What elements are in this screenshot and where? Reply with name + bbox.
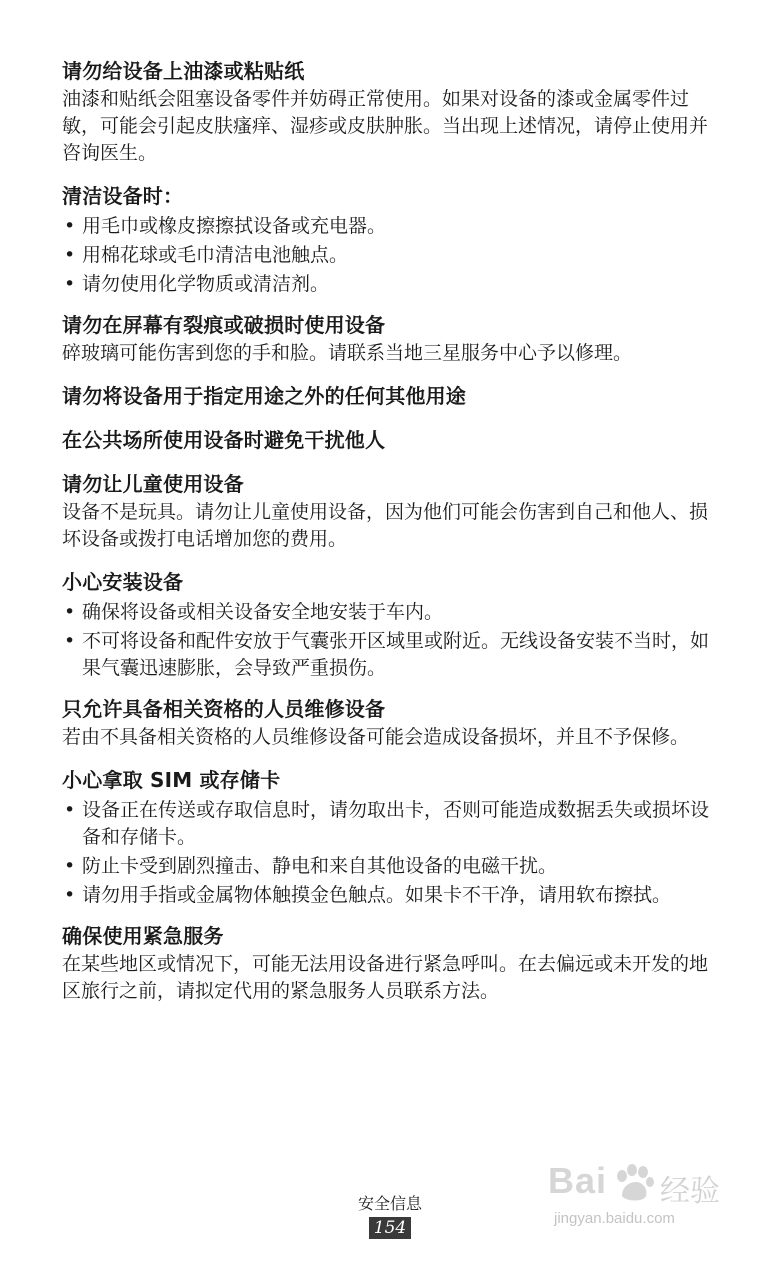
list-item: • 确保将设备或相关设备安全地安装于车内。	[62, 599, 722, 626]
section-sim-card	[62, 765, 722, 909]
watermark-jingyan-text: 经验	[660, 1174, 720, 1209]
section-body: 碎玻璃可能伤害到您的手和脸。请联系当地三星服务中心予以修理。	[62, 342, 633, 364]
section-cleaning	[62, 181, 722, 298]
list-item: • 不可将设备和配件安放于气囊张开区域里或附近。无线设备安装不当时，如果气囊迅速膨胀，会导致严重损伤。	[62, 628, 722, 682]
section-installation	[62, 567, 722, 682]
section-heading: 小心拿取 SIM 或存储卡	[62, 768, 281, 792]
section-heading: 请勿给设备上油漆或粘贴纸	[62, 59, 305, 83]
watermark-logo-text: Bai	[548, 1160, 608, 1201]
section-public-places	[62, 425, 722, 455]
section-intended-use	[62, 381, 722, 411]
section-paint-stickers	[62, 56, 722, 167]
bullet-list	[62, 213, 722, 298]
section-body: 若由不具备相关资格的人员维修设备可能会造成设备损坏，并且不予保修。	[62, 726, 690, 748]
bullet-list	[62, 797, 722, 909]
section-heading: 请勿让儿童使用设备	[62, 472, 244, 496]
list-item: • 请勿用手指或金属物体触摸金色触点。如果卡不干净，请用软布擦拭。	[62, 882, 722, 909]
section-heading: 只允许具备相关资格的人员维修设备	[62, 697, 386, 721]
section-body: 油漆和贴纸会阻塞设备零件并妨碍正常使用。如果对设备的漆或金属零件过敏，可能会引起皮肤瘙痒、湿疹或皮肤肿胀。当出现上述情况，请停止使用并咨询医生。	[62, 88, 709, 164]
section-body: 设备不是玩具。请勿让儿童使用设备，因为他们可能会伤害到自己和他人、损坏设备或拨打电话增加您的费用。	[62, 501, 709, 550]
page-number: 154	[369, 1217, 411, 1239]
footer-title: 安全信息	[357, 1194, 422, 1213]
list-item: • 防止卡受到剧烈撞击、静电和来自其他设备的电磁干扰。	[62, 853, 722, 880]
section-qualified-repair	[62, 694, 722, 751]
section-heading: 确保使用紧急服务	[62, 924, 224, 948]
watermark-url: jingyan.baidu.com	[554, 1210, 675, 1227]
list-item: • 设备正在传送或存取信息时，请勿取出卡，否则可能造成数据丢失或损坏设备和存储卡。	[62, 797, 722, 851]
section-emergency-services	[62, 921, 722, 1005]
document-body	[62, 56, 722, 1005]
baidu-jingyan-watermark	[548, 1160, 738, 1244]
list-item: • 用棉花球或毛巾清洁电池触点。	[62, 242, 722, 269]
bullet-list	[62, 599, 722, 682]
section-heading: 清洁设备时：	[62, 184, 184, 208]
list-item: • 请勿使用化学物质或清洁剂。	[62, 271, 722, 298]
list-item: • 用毛巾或橡皮擦擦拭设备或充电器。	[62, 213, 722, 240]
section-heading: 在公共场所使用设备时避免干扰他人	[62, 428, 386, 452]
section-cracked-screen	[62, 310, 722, 367]
section-children	[62, 469, 722, 553]
section-heading: 请勿将设备用于指定用途之外的任何其他用途	[62, 384, 466, 408]
section-heading: 请勿在屏幕有裂痕或破损时使用设备	[62, 313, 386, 337]
section-body: 在某些地区或情况下，可能无法用设备进行紧急呼叫。在去偏远或未开发的地区旅行之前，请拟定代用的紧急服务人员联系方法。	[62, 953, 709, 1002]
paw-icon	[612, 1162, 656, 1206]
section-heading: 小心安装设备	[62, 570, 184, 594]
